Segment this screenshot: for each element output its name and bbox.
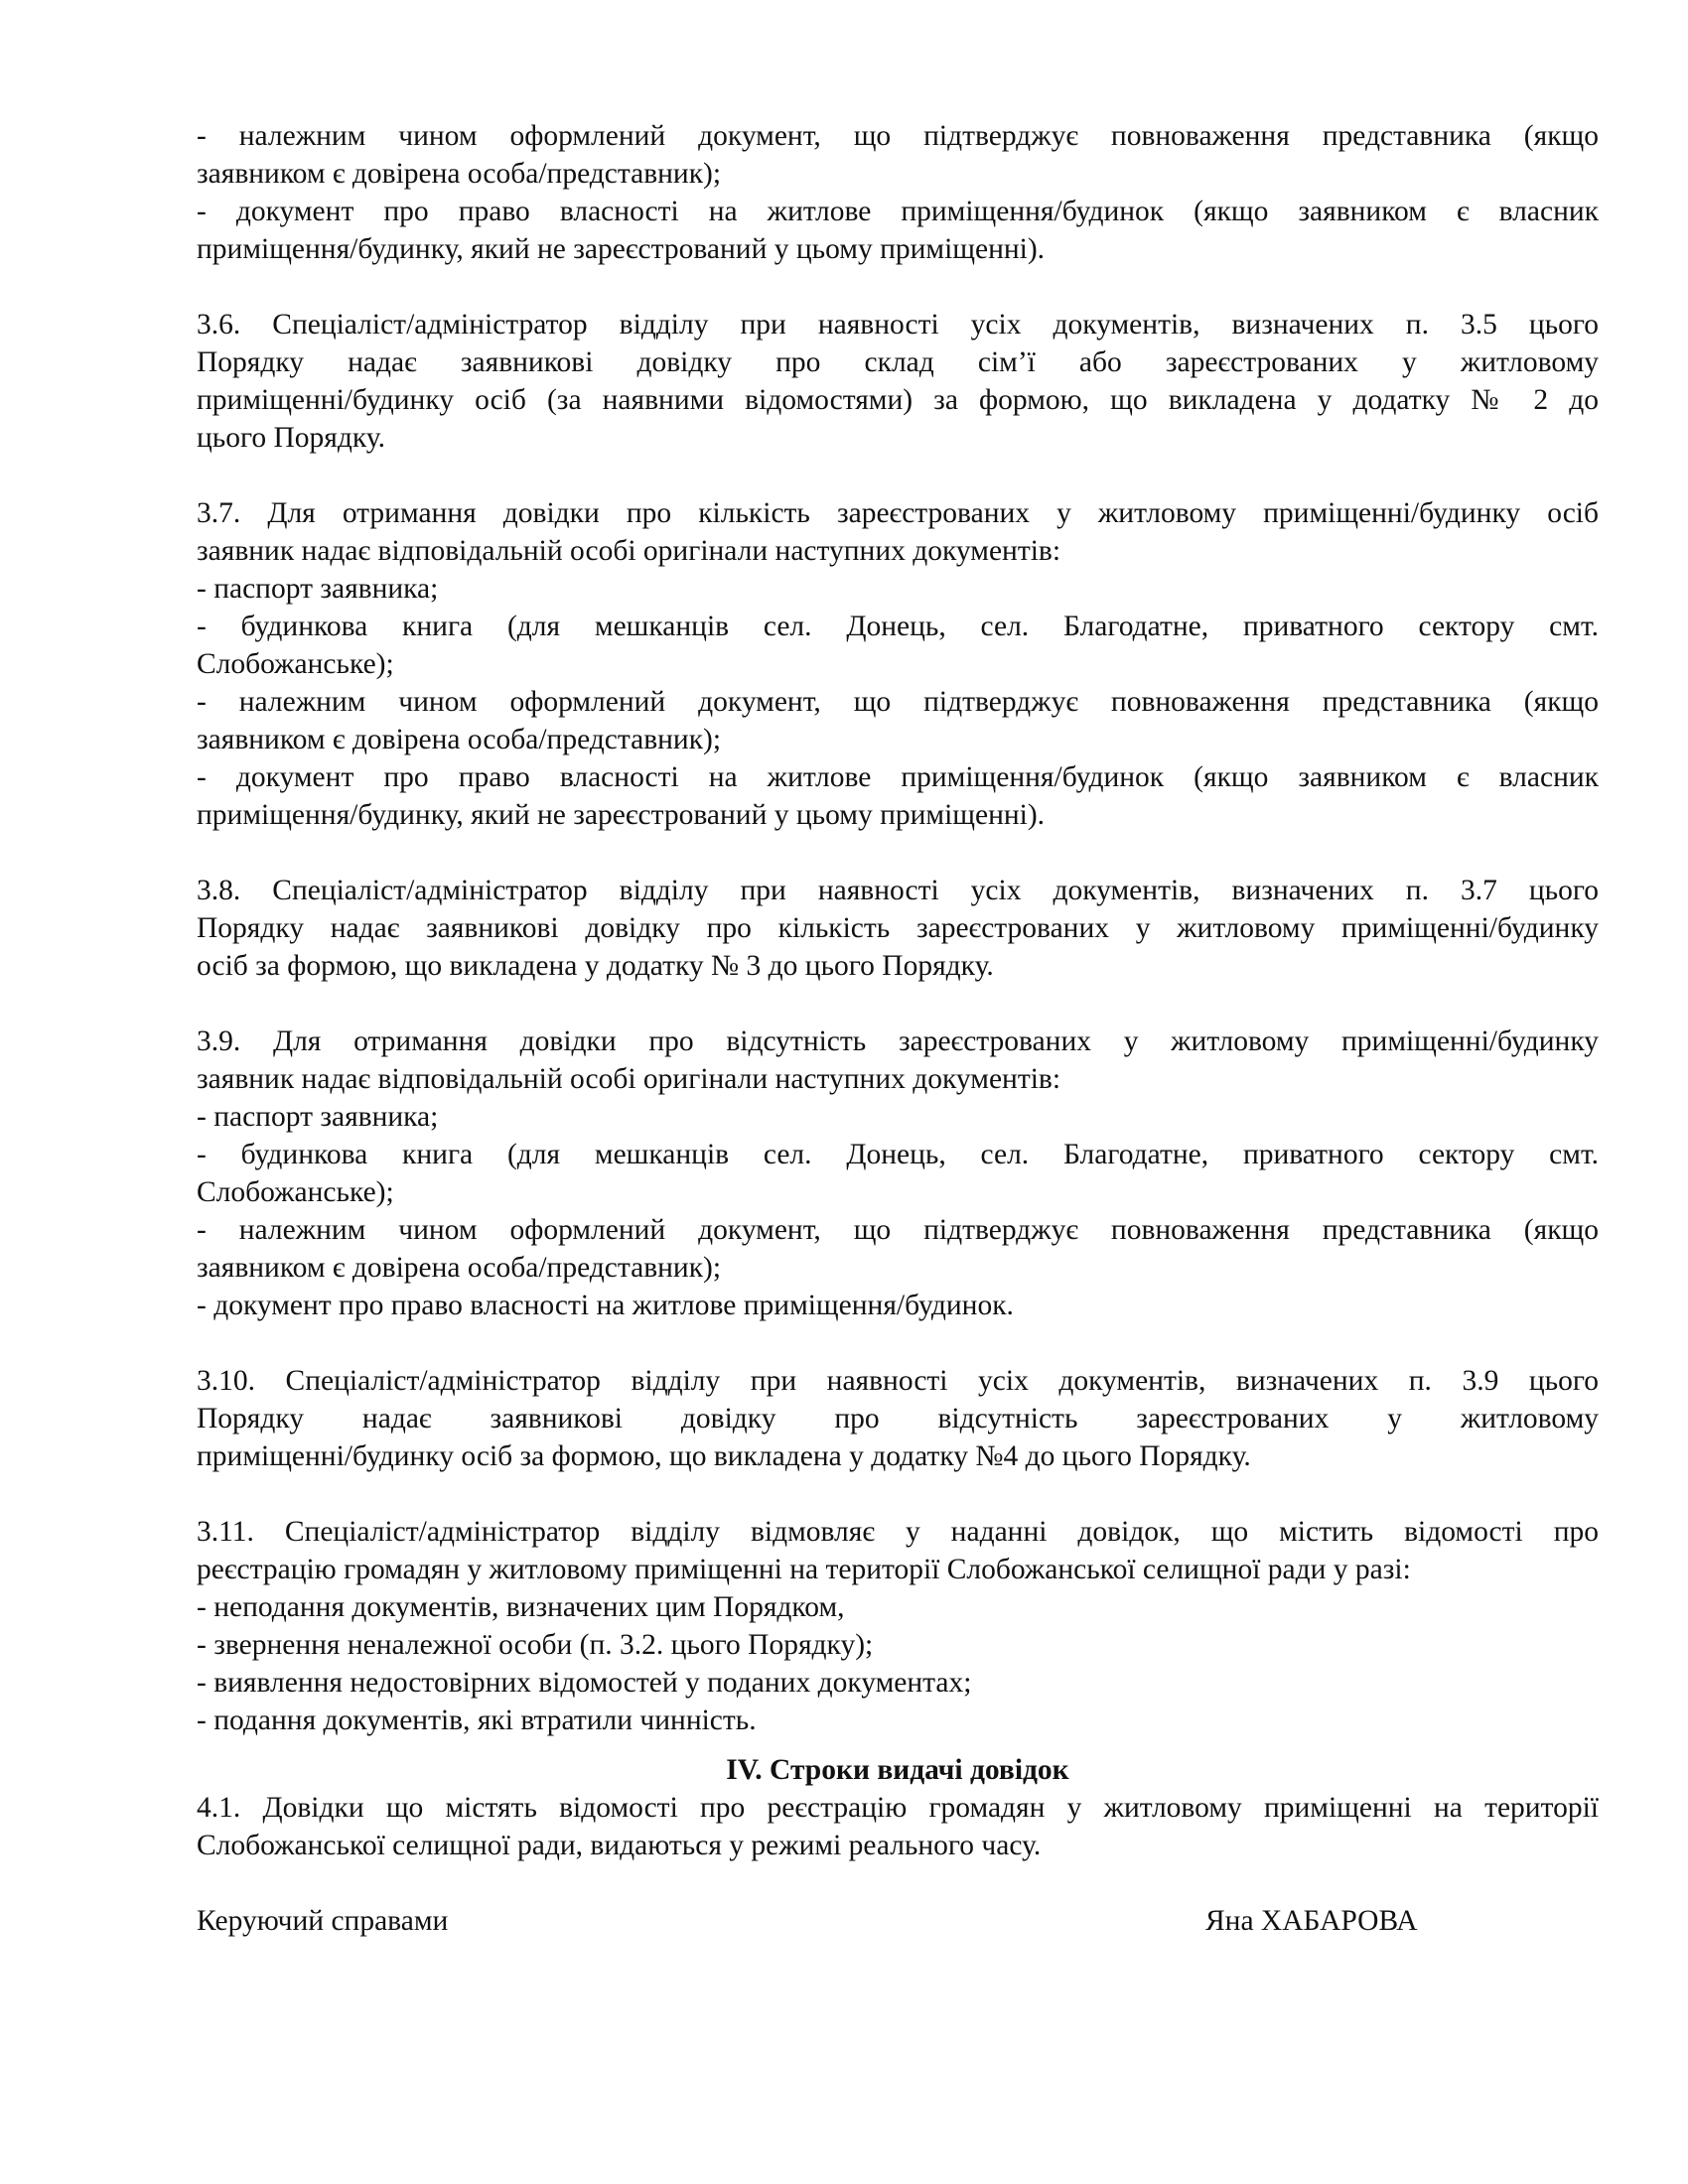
text-line: Порядку надає заявникові довідку про відсутність зареєстрованих у житловому (197, 1403, 1599, 1434)
text-line: Порядку надає заявникові довідку про кількість зареєстрованих у житловому приміщенні/будинку (197, 912, 1599, 944)
signatory-title: Керуючий справами (197, 1905, 449, 1937)
text-line: заявником є довірена особа/представник); (197, 724, 722, 755)
text-line: 3.7. Для отримання довідки про кількість зареєстрованих у житловому приміщенні/будинку осіб (197, 497, 1599, 529)
list-item: - документ про право власності на житлове приміщення/будинок. (197, 1290, 1014, 1321)
text-line: заявником є довірена особа/представник); (197, 158, 722, 190)
list-item: - паспорт заявника; (197, 573, 439, 605)
text-line: Слобожанське); (197, 1176, 394, 1208)
signature-block (197, 1902, 1599, 1940)
text-line: Порядку надає заявникові довідку про склад сім’ї або зареєстрованих у житловому (197, 346, 1599, 378)
text-line: заявник надає відповідальній особі оригінали наступних документів: (197, 1063, 1061, 1095)
text-line: 4.1. Довідки що містять відомості про реєстрацію громадян у житловому приміщенні на території (197, 1792, 1599, 1824)
list-item: - звернення неналежної особи (п. 3.2. цього Порядку); (197, 1629, 874, 1661)
text-line: Слобожанське); (197, 648, 394, 680)
text-line: - належним чином оформлений документ, що підтверджує повноваження представника (якщо (197, 120, 1599, 152)
paragraph-gap (197, 268, 1599, 306)
list-item: - паспорт заявника; (197, 1101, 439, 1133)
list-item: - неподання документів, визначених цим Порядком, (197, 1591, 845, 1623)
paragraph-3-8 (197, 872, 1599, 985)
text-line: приміщення/будинку, який не зареєстрований у цьому приміщенні). (197, 799, 1046, 831)
paragraph-gap (197, 1864, 1599, 1902)
text-line: 3.9. Для отримання довідки про відсутність зареєстрованих у житловому приміщенні/будинку (197, 1025, 1599, 1057)
paragraph-gap (197, 1475, 1599, 1513)
paragraph-gap (197, 1739, 1599, 1751)
text-line: заявник надає відповідальній особі оригінали наступних документів: (197, 535, 1061, 567)
text-line: приміщенні/будинку осіб за формою, що викладена у додатку №4 до цього Порядку. (197, 1440, 1251, 1472)
section-4 (197, 1751, 1599, 1864)
text-line: реєстрацію громадян у житловому приміщенні на території Слобожанської селищної ради у разі: (197, 1554, 1411, 1585)
list-item: - документ про право власності на житлове приміщення/будинок (якщо заявником є власник (197, 761, 1599, 793)
text-line: приміщенні/будинку осіб (за наявними відомостями) за формою, що викладена у додатку № 2 до (197, 384, 1599, 416)
text-line: приміщення/будинку, який не зареєстрований у цьому приміщенні). (197, 233, 1046, 265)
paragraph-gap (197, 1324, 1599, 1362)
paragraph-gap (197, 834, 1599, 872)
text-line: цього Порядку. (197, 422, 385, 454)
paragraph-3-10 (197, 1362, 1599, 1475)
section-heading: IV. Строки видачі довідок (726, 1754, 1069, 1786)
text-line: 3.10. Спеціаліст/адміністратор відділу при наявності усіх документів, визначених п. 3.9 цього (197, 1365, 1599, 1397)
document-page (197, 117, 1599, 1940)
list-item: - будинкова книга (для мешканців сел. Донець, сел. Благодатне, приватного сектору смт. (197, 611, 1599, 642)
list-item: - належним чином оформлений документ, що підтверджує повноваження представника (якщо (197, 686, 1599, 718)
signatory-name: Яна ХАБАРОВА (1205, 1905, 1418, 1937)
paragraph-list-continuation (197, 117, 1599, 268)
paragraph-3-7 (197, 494, 1599, 834)
text-line: 3.6. Спеціаліст/адміністратор відділу при наявності усіх документів, визначених п. 3.5 цього (197, 309, 1599, 341)
text-line: - документ про право власності на житлове приміщення/будинок (якщо заявником є власник (197, 196, 1599, 227)
paragraph-3-9 (197, 1023, 1599, 1324)
list-item: - подання документів, які втратили чинність. (197, 1705, 757, 1736)
list-item: - виявлення недостовірних відомостей у поданих документах; (197, 1667, 972, 1699)
paragraph-gap (197, 985, 1599, 1023)
paragraph-gap (197, 457, 1599, 494)
text-line: 3.8. Спеціаліст/адміністратор відділу при наявності усіх документів, визначених п. 3.7 цього (197, 875, 1599, 906)
text-line: осіб за формою, що викладена у додатку № 3 до цього Порядку. (197, 950, 994, 982)
list-item: - будинкова книга (для мешканців сел. Донець, сел. Благодатне, приватного сектору смт. (197, 1139, 1599, 1170)
paragraph-3-6 (197, 306, 1599, 457)
paragraph-3-11 (197, 1513, 1599, 1739)
text-line: 3.11. Спеціаліст/адміністратор відділу відмовляє у наданні довідок, що містить відомості про (197, 1516, 1599, 1548)
list-item: - належним чином оформлений документ, що підтверджує повноваження представника (якщо (197, 1214, 1599, 1246)
text-line: Слобожанської селищної ради, видаються у режимі реального часу. (197, 1830, 1042, 1861)
text-line: заявником є довірена особа/представник); (197, 1252, 722, 1284)
